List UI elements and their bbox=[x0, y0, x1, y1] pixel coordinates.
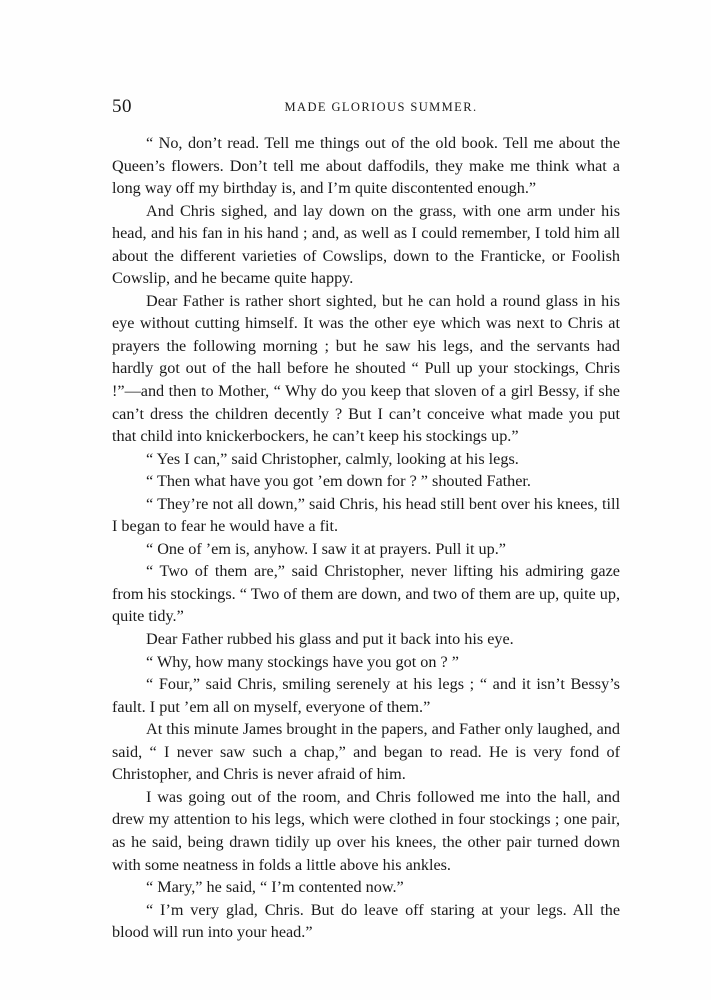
paragraph: “ Yes I can,” said Christopher, calmly, looking at his legs. bbox=[146, 449, 519, 468]
paragraph: “ Two of them are,” said Christopher, never lifting his admiring gaze from his stockings. “ Two of them are down, and two of them are up, quite up, quite tidy.” bbox=[112, 562, 620, 626]
paragraph: “ I’m very glad, Chris. But do leave off staring at your legs. All the blood will run into your head.” bbox=[112, 900, 620, 942]
paragraph: “ Mary,” he said, “ I’m contented now.” bbox=[146, 878, 404, 897]
page-number: 50 bbox=[112, 96, 132, 117]
paragraph: At this minute James brought in the papers, and Father only laughed, and said, “ I never saw such a chap,” and began to read. He is very fond of Christopher, and Chris is never afraid of him. bbox=[112, 720, 620, 784]
paragraph: “ Then what have you got ’em down for ? ” shouted Father. bbox=[146, 472, 531, 491]
paragraph: “ They’re not all down,” said Chris, his head still bent over his knees, till I began to fear he would have a fit. bbox=[112, 494, 620, 536]
running-head bbox=[112, 96, 620, 120]
paragraph: “ No, don’t read. Tell me things out of the old book. Tell me about the Queen’s flowers. Don’t tell me about daffodils, they make me think what a long way off my birthday is, and I’m quite discontented enough.” bbox=[112, 134, 620, 198]
running-title: MADE GLORIOUS SUMMER. bbox=[284, 100, 478, 114]
paragraph: “ Why, how many stockings have you got on ? ” bbox=[146, 652, 459, 671]
paragraph: “ One of ’em is, anyhow. I saw it at prayers. Pull it up.” bbox=[146, 539, 506, 558]
text-body bbox=[112, 132, 620, 944]
paragraph: I was going out of the room, and Chris followed me into the hall, and drew my attention to his legs, which were clothed in four stockings ; one pair, as he said, being drawn tidily up over his knees, the other pair turned down with some neatness in folds a little above his ankles. bbox=[112, 787, 620, 874]
paragraph: Dear Father is rather short sighted, but he can hold a round glass in his eye without cutting himself. It was the other eye which was next to Chris at prayers the following morning ; but he saw his legs, and the servants had hardly got out of the hall before he shouted “ Pull up your stockings, Chris !”—and then to Mother, “ Why do you keep that sloven of a girl Bessy, if she can’t dress the children decently ? But I can’t conceive what made you put that child into knickerbockers, he can’t keep his stockings up.” bbox=[112, 291, 620, 446]
paragraph: “ Four,” said Chris, smiling serenely at his legs ; “ and it isn’t Bessy’s fault. I put ’em all on myself, everyone of them.” bbox=[112, 675, 620, 716]
paragraph: Dear Father rubbed his glass and put it back into his eye. bbox=[146, 630, 514, 649]
paragraph: And Chris sighed, and lay down on the grass, with one arm under his head, and his fan in his hand ; and, as well as I could remember, I told him all about the different varieties of Cowslips, down to the Franticke, or Foolish Cowslip, and he became quite happy. bbox=[112, 201, 620, 288]
